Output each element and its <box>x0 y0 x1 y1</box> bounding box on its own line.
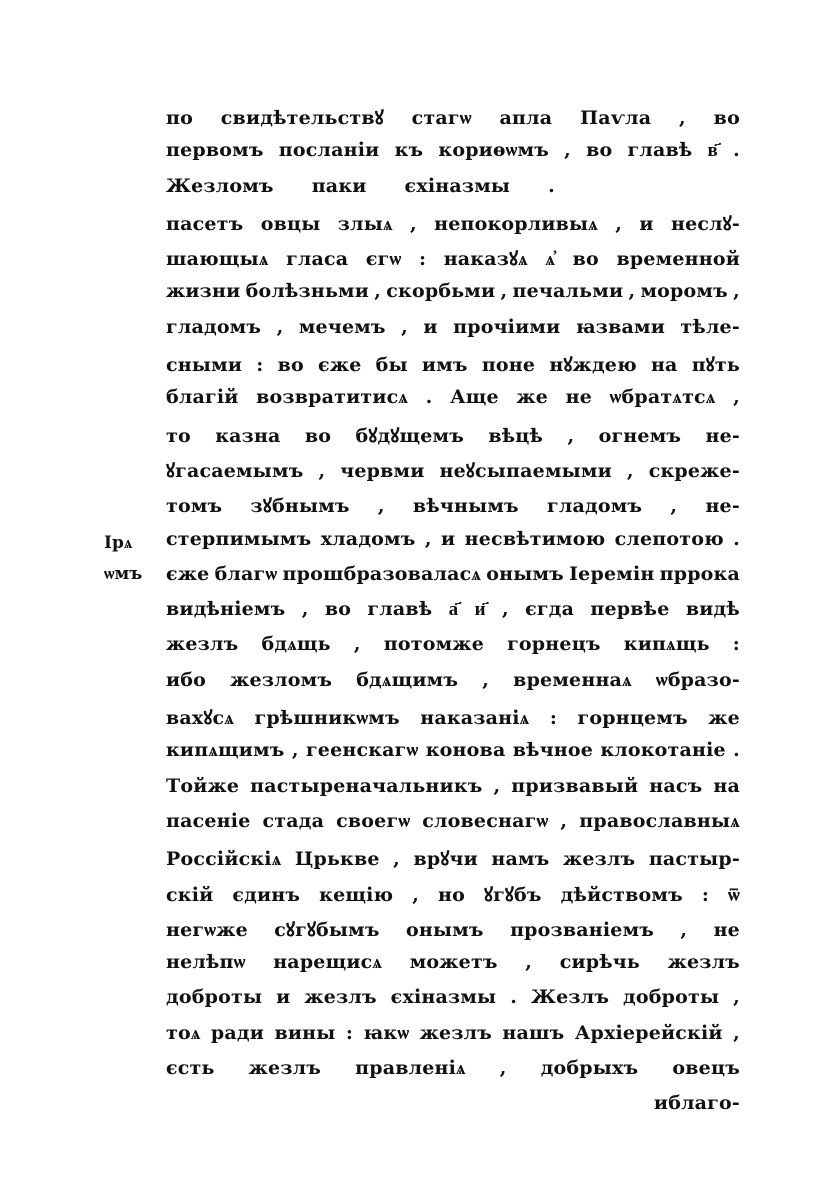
word: поне <box>481 354 536 377</box>
word: нꙋждею <box>549 354 637 377</box>
word: , <box>276 315 284 338</box>
word: жезлъ <box>304 986 377 1009</box>
word: тоѧ <box>166 1021 201 1044</box>
word: доброты <box>623 986 720 1009</box>
word: , <box>525 951 533 974</box>
word: печальми <box>512 280 624 303</box>
word: : <box>345 1021 354 1044</box>
word: не- <box>705 495 740 518</box>
word: мечемъ <box>298 315 386 338</box>
word: вахꙋсѧ <box>166 707 235 730</box>
word: ꙋгꙋбъ <box>483 883 542 906</box>
word: , <box>291 739 299 762</box>
text-line <box>166 810 740 845</box>
word: жезлъ <box>667 951 740 974</box>
word: , <box>393 848 400 871</box>
text-line <box>166 775 740 810</box>
word: благѡ <box>214 562 278 585</box>
word: жезломъ <box>230 668 333 691</box>
word: ѧ҆ <box>545 248 556 271</box>
word: временной <box>616 248 740 271</box>
word: слепотою <box>614 527 724 550</box>
word: клокотаніе <box>600 739 726 762</box>
word: , <box>626 459 634 482</box>
word: , <box>628 280 636 303</box>
word: Россійскіѧ <box>166 848 282 871</box>
word: кипѧщь <box>623 633 710 656</box>
word: вѣчное <box>512 739 594 762</box>
word: : <box>732 633 740 656</box>
word: прозваніемъ <box>510 918 655 941</box>
word: шающыѧ <box>166 248 269 271</box>
word: пасетъ <box>166 212 244 235</box>
word: не <box>565 386 593 409</box>
word: єже <box>318 354 362 377</box>
word: насъ <box>649 774 703 797</box>
word: жезлъ <box>562 848 636 871</box>
word: свидѣтельствꙋ <box>220 107 384 129</box>
word: єгѡ <box>365 248 402 271</box>
word: Паѵла <box>580 107 652 129</box>
word: огнемъ <box>598 424 682 447</box>
word: ꙗзвами <box>575 315 665 338</box>
word: можетъ <box>409 951 498 974</box>
word: жезлъ <box>248 1057 322 1080</box>
word: православныѧ <box>579 809 740 832</box>
word: вины <box>274 1021 336 1044</box>
word: бꙋдꙋщемъ <box>355 424 465 447</box>
word: , <box>493 774 501 797</box>
word: скреже- <box>648 459 740 482</box>
word: зꙋбнымъ <box>250 495 350 518</box>
word: ꙗкѡ <box>363 1021 410 1044</box>
word: ибо <box>166 668 207 691</box>
word: кориѳѡмъ <box>438 139 550 162</box>
word: моромъ <box>640 280 728 303</box>
text-line <box>166 598 740 633</box>
word: паки <box>311 174 367 197</box>
word: стерпимымъ <box>166 527 312 550</box>
word: , <box>567 424 575 447</box>
word: : <box>549 707 558 730</box>
text-line <box>166 245 740 280</box>
word: , <box>733 386 740 409</box>
word: , <box>318 459 326 482</box>
word: пастыр- <box>648 848 740 871</box>
word: не <box>713 918 740 941</box>
word: посланіи <box>278 139 380 162</box>
word: , <box>733 280 740 303</box>
word: первѣе <box>590 598 670 621</box>
word: злыѧ <box>337 212 393 235</box>
word: жизни <box>166 280 241 303</box>
word: потомже <box>383 633 484 656</box>
text-line <box>166 316 740 351</box>
word: на <box>650 354 678 377</box>
word: призвавый <box>511 774 639 797</box>
word: ради <box>210 1021 265 1044</box>
text-line <box>166 422 740 457</box>
text-line <box>166 351 740 386</box>
word: . <box>733 139 740 162</box>
word: пррока <box>659 562 740 585</box>
word: пꙋть <box>691 354 740 377</box>
word: но <box>438 883 465 906</box>
word: скорбьми <box>386 280 496 303</box>
word: наказꙋѧ <box>443 248 528 271</box>
text-line <box>166 669 740 704</box>
word: неслꙋ- <box>671 212 740 235</box>
word: во <box>277 354 304 377</box>
text-line <box>166 210 740 245</box>
text-line <box>166 916 740 951</box>
word: пастыреначальникъ <box>250 774 483 797</box>
text-line <box>166 704 740 739</box>
word: єхіназмы <box>390 986 497 1009</box>
word: бдѧщь <box>261 633 331 656</box>
word: правленіѧ <box>355 1057 466 1080</box>
word: доброты <box>166 986 263 1009</box>
word: ѡбразо- <box>655 668 740 691</box>
word: кипѧщимъ <box>166 739 285 762</box>
word: видѣніемъ <box>166 598 286 621</box>
text-line <box>166 1092 740 1127</box>
word: , <box>301 598 309 621</box>
text-line <box>166 280 740 315</box>
word: . <box>733 739 740 762</box>
word: єже <box>166 562 210 585</box>
word: Тойже <box>166 774 240 797</box>
text-line <box>166 175 740 210</box>
word: гладомъ <box>166 315 262 338</box>
word: , <box>560 809 568 832</box>
word: гласа <box>286 248 349 271</box>
word: тѣле- <box>680 315 740 338</box>
word: сꙋгꙋбымъ <box>274 918 380 941</box>
word: червми <box>340 459 425 482</box>
text-line <box>166 739 740 774</box>
word: єсть <box>166 1057 215 1080</box>
word: добрыхъ <box>540 1057 639 1080</box>
word: , <box>377 495 385 518</box>
word: же <box>516 386 549 409</box>
word: и <box>639 212 654 235</box>
word: скій <box>166 883 214 906</box>
word: видѣ <box>685 598 740 621</box>
word: главѣ <box>367 598 433 621</box>
word: во <box>713 107 740 129</box>
word: во <box>304 424 332 447</box>
word: , <box>499 1057 507 1080</box>
word: Аще <box>450 386 499 409</box>
word: во <box>324 598 352 621</box>
word: єхіназмы <box>404 174 511 197</box>
word: и҃ <box>474 598 486 621</box>
word: , <box>424 527 432 550</box>
word: грѣшникѡмъ <box>254 707 400 730</box>
word: нарещисѧ <box>273 951 383 974</box>
word: . <box>733 527 740 550</box>
word: благо- <box>668 1092 740 1115</box>
word: во <box>586 139 613 162</box>
word: прошбразоваласѧ <box>282 562 482 585</box>
text-line <box>166 563 740 598</box>
word: горнцемъ <box>577 707 688 730</box>
word: и <box>653 1092 669 1115</box>
word: своегѡ <box>336 809 411 832</box>
word: апла <box>499 107 553 129</box>
word: : <box>418 248 427 271</box>
word: горнецъ <box>507 633 601 656</box>
word: : <box>701 883 710 906</box>
word: врꙋчи <box>413 848 478 871</box>
text-line <box>166 104 740 139</box>
word: , <box>401 315 408 338</box>
word: имъ <box>421 354 468 377</box>
word: негѡже <box>166 918 248 941</box>
word: , <box>670 495 678 518</box>
text-line <box>166 633 740 668</box>
word: , <box>409 212 417 235</box>
word: временнаѧ <box>513 668 632 691</box>
word: , <box>353 633 361 656</box>
word: первомъ <box>166 139 264 162</box>
word: бы <box>375 354 408 377</box>
word: , <box>733 986 740 1009</box>
text-line <box>166 986 740 1021</box>
text-line <box>166 386 740 421</box>
word: ꙋгасаемымъ <box>166 459 304 482</box>
word: Архіерейскій <box>574 1021 723 1044</box>
word: стада <box>262 809 325 832</box>
word: Іеремін <box>569 562 655 585</box>
word: на <box>713 774 740 797</box>
word: неꙋсыпаемыми <box>439 459 612 482</box>
word: прочіими <box>453 315 561 338</box>
word: возвратитисѧ <box>256 386 409 409</box>
word: , <box>615 212 623 235</box>
word: къ <box>394 139 424 162</box>
word: ѿ <box>728 883 740 906</box>
word: єдинъ <box>232 883 301 906</box>
word: и <box>423 315 438 338</box>
word: жезлъ <box>419 1021 493 1044</box>
word: непокорливыѧ <box>434 212 598 235</box>
word: по <box>166 107 193 129</box>
word: овцы <box>260 212 321 235</box>
word: и <box>276 986 291 1009</box>
word: , <box>412 883 420 906</box>
word: стагѡ <box>411 107 472 129</box>
text-line <box>166 139 740 174</box>
word: и <box>441 527 456 550</box>
word: . <box>548 174 555 197</box>
word: наказаніѧ <box>420 707 530 730</box>
word: болѣзньми <box>245 280 370 303</box>
word: онымъ <box>406 918 484 941</box>
word: бдѧщимъ <box>356 668 459 691</box>
word: главѣ <box>627 139 693 162</box>
word: , <box>564 139 571 162</box>
margin-note-1: Ірѧ <box>104 533 133 553</box>
word: гладомъ <box>547 495 643 518</box>
word: же <box>708 707 740 730</box>
word: казна <box>215 424 281 447</box>
word: геенскагѡ <box>305 739 419 762</box>
text-line <box>166 457 740 492</box>
text-line <box>166 528 740 563</box>
word: хладомъ <box>320 527 416 550</box>
word: , <box>733 1021 740 1044</box>
word: , <box>502 598 509 621</box>
word: томъ <box>166 495 223 518</box>
word: , <box>482 668 490 691</box>
word: а҃ <box>448 598 459 621</box>
text-line <box>166 881 740 916</box>
word: несвѣтимою <box>464 527 606 550</box>
word: Црькве <box>294 848 380 871</box>
word: Жезломъ <box>166 174 274 197</box>
word: , <box>679 107 686 129</box>
word: вѣцѣ <box>488 424 544 447</box>
word: , <box>374 280 382 303</box>
word: , <box>500 280 508 303</box>
word: в҃ <box>707 139 719 162</box>
text-line <box>166 845 740 880</box>
word: , <box>680 918 688 941</box>
word: онымъ <box>486 562 564 585</box>
word: жезлъ <box>166 633 239 656</box>
word: пасеніе <box>166 809 251 832</box>
word: : <box>256 354 264 377</box>
word: конова <box>425 739 506 762</box>
text-line <box>166 1022 740 1057</box>
word: сирѣчь <box>559 951 640 974</box>
text-line <box>166 492 740 527</box>
word: во <box>572 248 599 271</box>
text-line <box>166 1057 740 1092</box>
word: нашъ <box>502 1021 565 1044</box>
word: . <box>510 986 518 1009</box>
word: . <box>425 386 433 409</box>
word: сными <box>166 354 243 377</box>
word: то <box>166 424 191 447</box>
word: нелѣпѡ <box>166 951 246 974</box>
word: єгда <box>525 598 575 621</box>
word: благій <box>166 386 239 409</box>
word: намъ <box>491 848 550 871</box>
word: вѣчнымъ <box>412 495 519 518</box>
text-line <box>166 951 740 986</box>
word: овецъ <box>672 1057 740 1080</box>
word: дѣйствомъ <box>560 883 683 906</box>
word: кещію <box>319 883 394 906</box>
word: ѡбратѧтсѧ <box>609 386 716 409</box>
word: не- <box>705 424 740 447</box>
word: словеснагѡ <box>422 809 549 832</box>
main-text-block <box>166 104 740 1128</box>
margin-note-2: ѡмъ <box>104 564 143 584</box>
word: Жезлъ <box>530 986 610 1009</box>
